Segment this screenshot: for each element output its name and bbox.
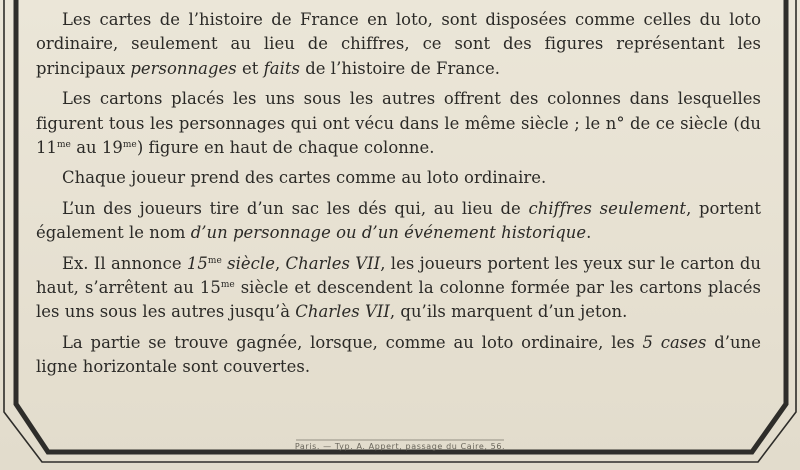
text-run: de l’histoire de France.: [300, 58, 500, 78]
superscript-ordinal: me: [122, 140, 137, 151]
para-partie: [36, 331, 761, 380]
text-run: Les cartes de l’histoire de France en loto, sont disposées comme celles du loto ordinaire, seulement au lieu de chiffres, ce sont des figures représentant les principaux: [36, 10, 761, 78]
text-run: ) figure en haut de chaque colonne.: [136, 138, 435, 158]
para-des: [36, 197, 761, 246]
para-intro: [36, 8, 761, 81]
italic-text: Charles VII: [285, 253, 381, 273]
text-run: siècle et descendent la colonne formée par les cartons placés les uns sous les autres jusqu’à: [36, 278, 761, 322]
superscript-ordinal: me: [220, 280, 235, 291]
text-run: d’une ligne horizontale sont couvertes.: [36, 332, 762, 377]
text-run: ,: [274, 253, 286, 273]
italic-text: chiffres seulement: [528, 198, 687, 218]
printer-imprint: Paris. — Typ. A. Appert, passage du Caire, 56.: [294, 442, 506, 451]
text-run: , portent également le nom: [36, 198, 761, 243]
text-run: L’un des joueurs tire d’un sac les dés qui, au lieu de: [62, 198, 529, 218]
superscript-ordinal: me: [207, 255, 222, 266]
text-run: La partie se trouve gagnée, lorsque, comme au loto ordinaire, les: [62, 332, 643, 352]
italic-text: Charles VII: [295, 302, 390, 322]
superscript-ordinal: me: [56, 140, 71, 151]
para-cartons: [36, 87, 761, 160]
para-exemple: [36, 252, 761, 325]
text-run: et: [236, 58, 264, 78]
text-run: au 19: [70, 138, 123, 158]
italic-text: 5 cases: [642, 332, 707, 352]
italic-text: d’un personnage ou d’un événement historique: [190, 223, 587, 243]
italic-text: siècle: [221, 253, 275, 273]
text-run: Chaque joueur prend des cartes comme au loto ordinaire.: [62, 168, 547, 188]
text-run: Les cartons placés les uns sous les autres offrent des colonnes dans lesquelles figurent tous les personnages qui ont vécu dans le même siècle ; le n° de ce siècle (du 11: [36, 89, 761, 158]
text-run: , les joueurs portent les yeux sur le carton du haut, s’arrêtent au 15: [36, 253, 761, 298]
italic-text: 15: [186, 253, 208, 273]
text-run: .: [586, 223, 592, 243]
text-run: , qu’ils marquent d’un jeton.: [389, 302, 628, 322]
para-joueur: [36, 166, 761, 190]
rules-text: [36, 8, 761, 386]
italic-text: faits: [263, 58, 300, 78]
text-run: Ex. Il annonce: [62, 253, 187, 273]
italic-text: personnages: [130, 58, 237, 78]
